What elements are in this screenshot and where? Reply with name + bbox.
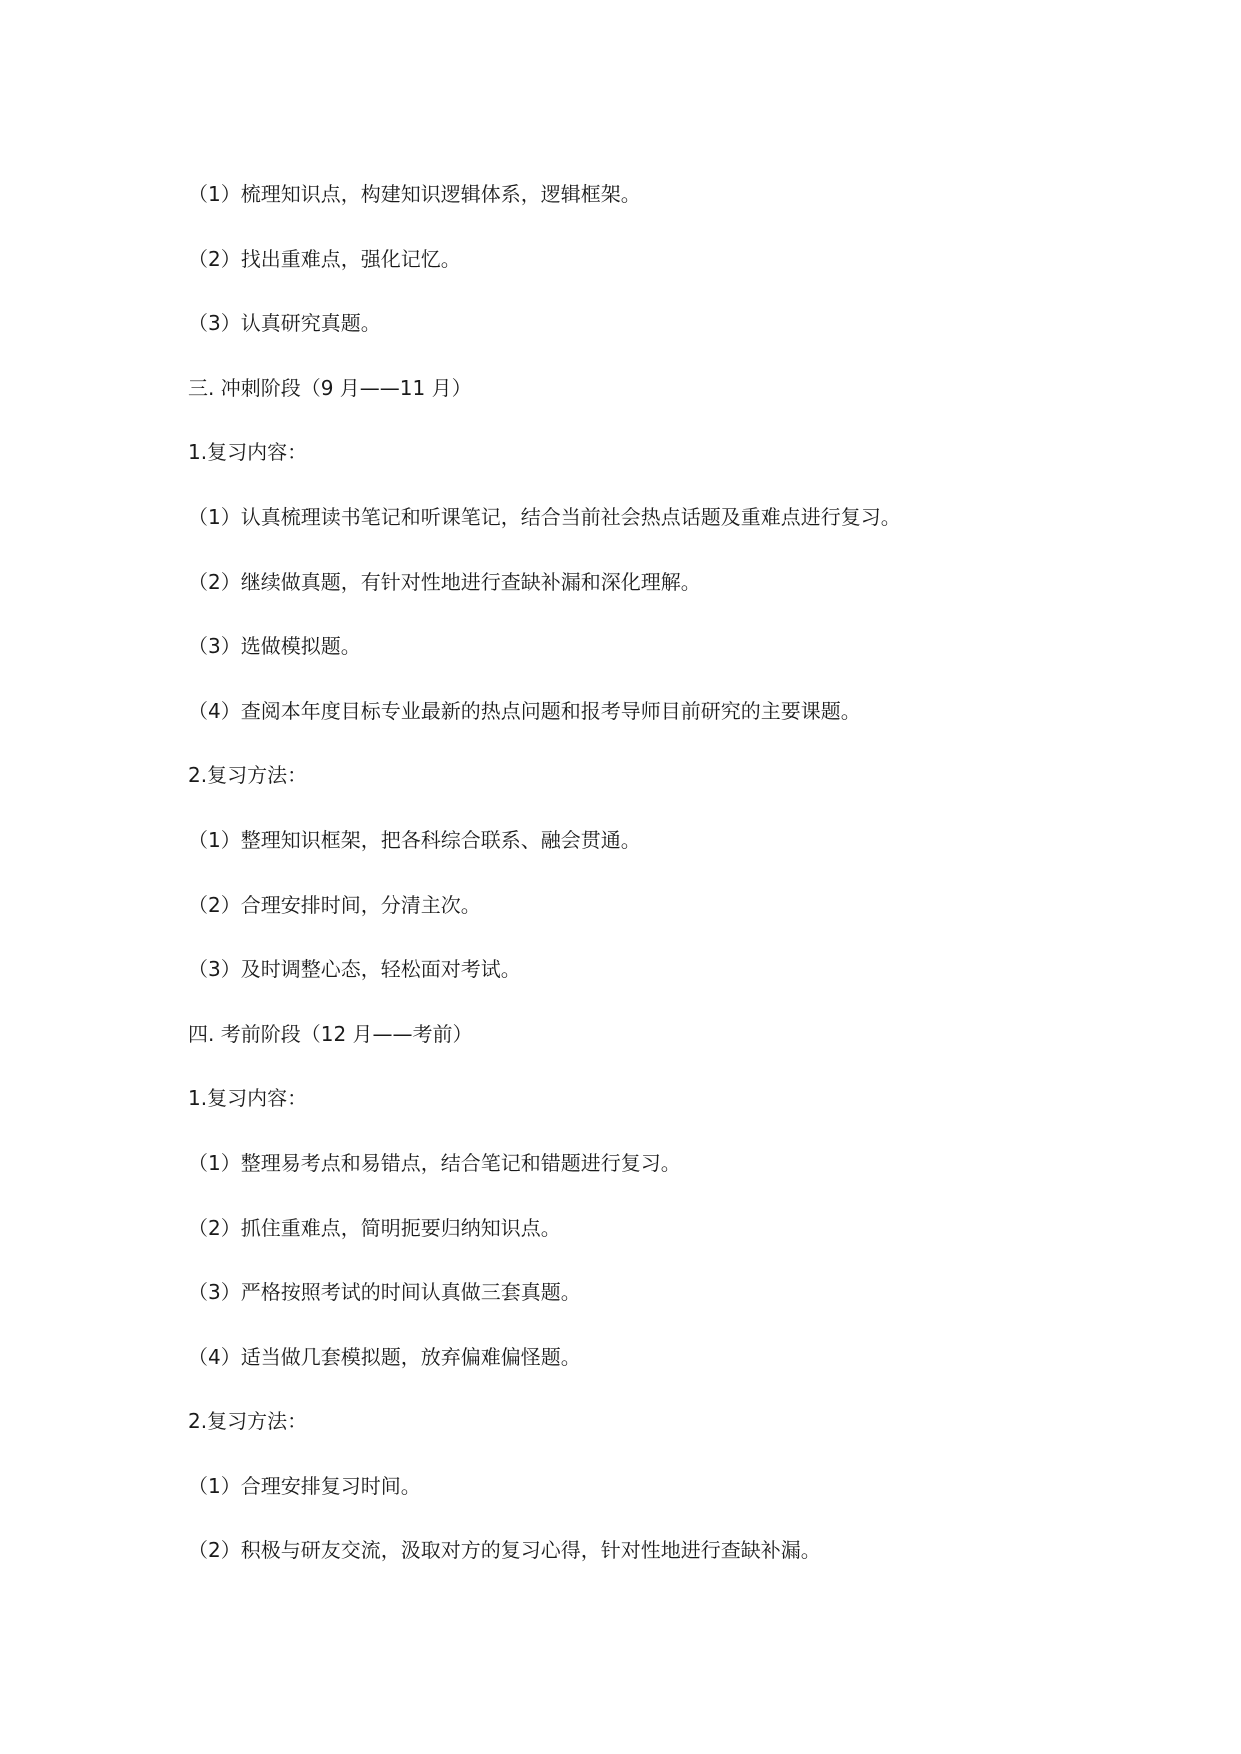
list-item: （4）查阅本年度目标专业最新的热点问题和报考导师目前研究的主要课题。 [188,698,861,723]
subheading: 1.复习内容： [188,1086,308,1111]
list-item: （4）适当做几套模拟题，放弃偏难偏怪题。 [188,1344,581,1369]
list-item: （1）梳理知识点，构建知识逻辑体系，逻辑框架。 [188,182,641,206]
list-item: （3）认真研究真题。 [188,311,381,336]
list-item: （2）抓住重难点，简明扼要归纳知识点。 [188,1215,561,1240]
subheading: 2.复习方法： [188,1409,308,1434]
list-item: （3）及时调整心态，轻松面对考试。 [188,957,521,982]
list-item: （1）整理知识框架，把各科综合联系、融会贯通。 [188,827,641,852]
list-item: （1）认真梳理读书笔记和听课笔记，结合当前社会热点话题及重难点进行复习。 [188,504,901,529]
section-heading: 四. 考前阶段（12 月——考前） [188,1021,473,1046]
list-item: （1）整理易考点和易错点，结合笔记和错题进行复习。 [188,1150,681,1175]
list-item: （2）合理安排时间，分清主次。 [188,892,481,917]
list-item: （2）找出重难点，强化记忆。 [188,246,461,271]
subheading: 2.复习方法： [188,763,308,788]
document-body [188,182,1088,1603]
section-heading: 三. 冲刺阶段（9 月——11 月） [188,375,472,400]
list-item: （2）继续做真题，有针对性地进行查缺补漏和深化理解。 [188,569,701,594]
list-item: （3）选做模拟题。 [188,634,361,659]
list-item: （1）合理安排复习时间。 [188,1473,421,1498]
list-item: （2）积极与研友交流，汲取对方的复习心得，针对性地进行查缺补漏。 [188,1538,821,1563]
subheading: 1.复习内容： [188,440,308,465]
list-item: （3）严格按照考试的时间认真做三套真题。 [188,1280,581,1305]
